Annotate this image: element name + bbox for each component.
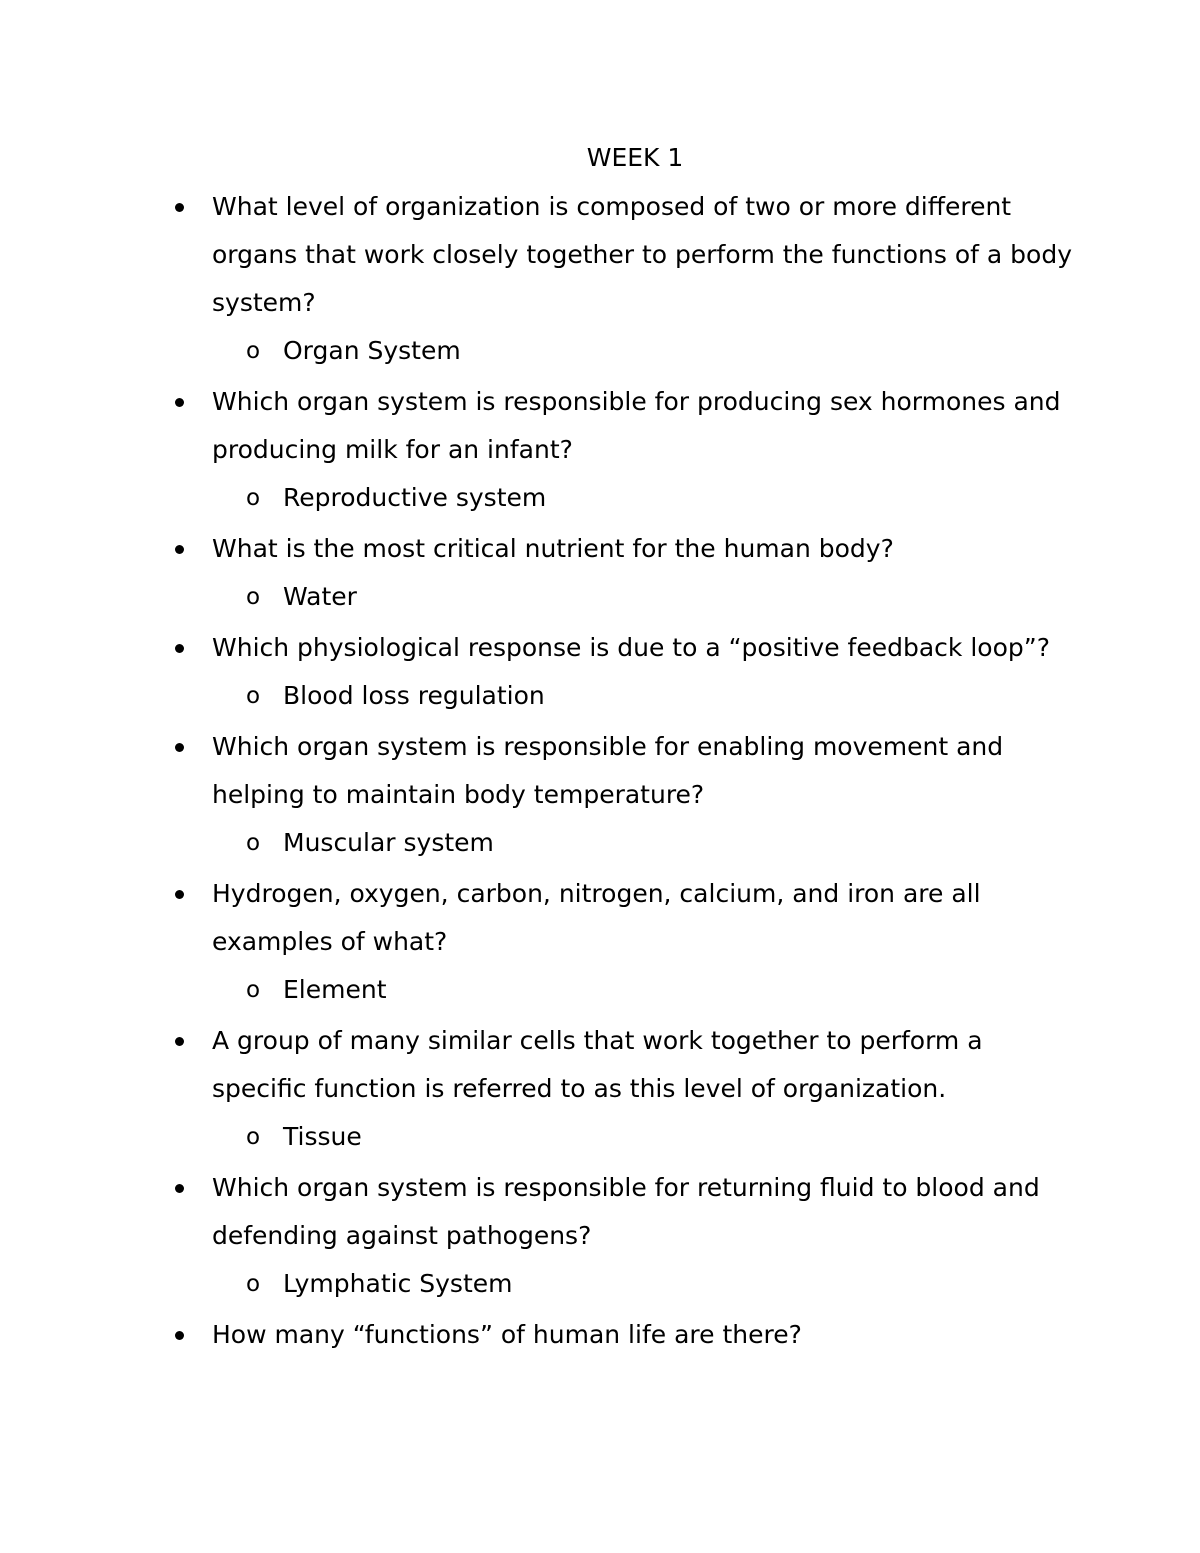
answer-text: Lymphatic System — [283, 1269, 513, 1298]
answer-text: Water — [283, 582, 357, 611]
answer-item — [0, 474, 1200, 522]
question-list — [0, 183, 1200, 1362]
answer-text: Tissue — [283, 1122, 362, 1151]
question-item — [0, 183, 1200, 375]
bullet-icon — [173, 723, 187, 771]
question-item — [0, 624, 1200, 720]
answer-item — [0, 1113, 1200, 1161]
question-text: Which organ system is responsible for enabling movement and helping to maintain body temperature? — [212, 732, 1004, 809]
answer-text: Organ System — [283, 336, 461, 365]
question-text: Which organ system is responsible for returning fluid to blood and defending against pathogens? — [212, 1173, 1040, 1250]
question-text: What is the most critical nutrient for the human body? — [212, 534, 894, 563]
sub-bullet-icon: o — [246, 485, 261, 511]
answer-item — [0, 672, 1200, 720]
page-title: WEEK 1 — [586, 143, 684, 172]
bullet-icon — [173, 1164, 187, 1212]
question-text: How many “functions” of human life are there? — [212, 1320, 802, 1349]
bullet-icon — [173, 624, 187, 672]
answer-item — [0, 573, 1200, 621]
question-item — [0, 525, 1200, 621]
sub-bullet-icon: o — [246, 683, 261, 709]
answer-text: Reproductive system — [283, 483, 547, 512]
question-text: What level of organization is composed of two or more different organs that work closely together to perform the functions of a body system? — [212, 192, 1072, 317]
sub-bullet-icon: o — [246, 977, 261, 1003]
question-item — [0, 1311, 1200, 1359]
answer-item — [0, 327, 1200, 375]
answer-text: Muscular system — [283, 828, 494, 857]
answer-item — [0, 1260, 1200, 1308]
sub-bullet-icon: o — [246, 338, 261, 364]
sub-bullet-icon: o — [246, 830, 261, 856]
question-item — [0, 1017, 1200, 1161]
question-item — [0, 1164, 1200, 1308]
question-item — [0, 870, 1200, 1014]
sub-bullet-icon: o — [246, 1271, 261, 1297]
question-text: Hydrogen, oxygen, carbon, nitrogen, calcium, and iron are all examples of what? — [212, 879, 981, 956]
sub-bullet-icon: o — [246, 584, 261, 610]
bullet-icon — [173, 870, 187, 918]
bullet-icon — [173, 1311, 187, 1359]
question-item — [0, 378, 1200, 522]
answer-item — [0, 819, 1200, 867]
sub-bullet-icon: o — [246, 1124, 261, 1150]
question-text: Which physiological response is due to a “positive feedback loop”? — [212, 633, 1050, 662]
bullet-icon — [173, 183, 187, 231]
bullet-icon — [173, 1017, 187, 1065]
answer-text: Blood loss regulation — [283, 681, 545, 710]
answer-item — [0, 966, 1200, 1014]
question-text: A group of many similar cells that work together to perform a specific function is referred to as this level of organization. — [212, 1026, 983, 1103]
question-item — [0, 723, 1200, 867]
answer-text: Element — [283, 975, 387, 1004]
question-text: Which organ system is responsible for producing sex hormones and producing milk for an infant? — [212, 387, 1061, 464]
bullet-icon — [173, 378, 187, 426]
bullet-icon — [173, 525, 187, 573]
